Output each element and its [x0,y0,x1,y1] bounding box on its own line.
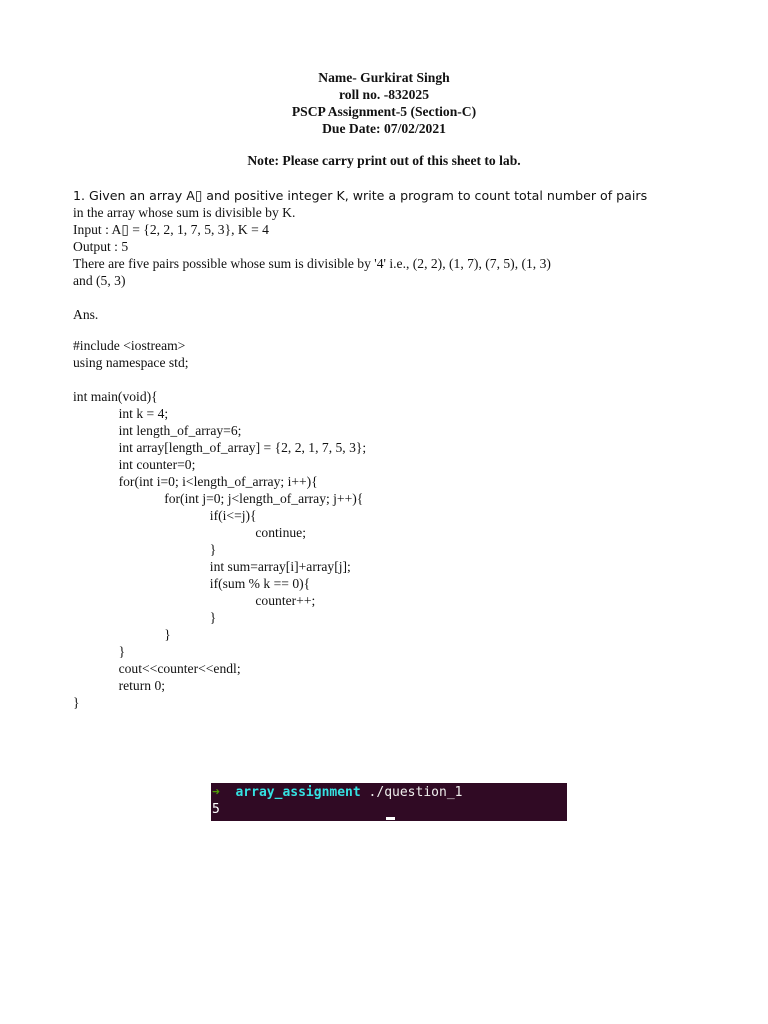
question-text-rest: and positive integer K, write a program to count total number of pairs [202,188,648,203]
code-line: if(sum % k == 0){ [209,576,311,591]
code-line: int main(void){ [73,389,158,404]
prompt-arrow-icon: ➜ [212,785,220,800]
code-line: for(int i=0; i<length_of_array; i++){ [118,474,318,489]
code-line: int length_of_array=6; [118,423,242,438]
input-label: Input : A [73,222,122,237]
code-line: } [164,627,171,642]
terminal-output: 5 [212,802,220,817]
document-header [0,69,768,137]
code-line: continue; [255,525,306,540]
code-line: for(int j=0; j<length_of_array; j++){ [164,491,364,506]
code-line: } [209,610,217,625]
question-text-line-1 [73,187,673,204]
missing-glyph-box: ▯ [121,222,129,237]
code-line: using namespace std; [73,355,189,370]
example-output: Output : 5 [73,239,129,254]
lab-note: Note: Please carry print out of this sheet to lab. [247,153,521,168]
student-name: Name- Gurkirat Singh [318,70,450,85]
code-line [73,371,366,388]
input-values: = {2, 2, 1, 7, 5, 3}, K = 4 [128,222,269,237]
terminal-screenshot [211,783,567,821]
code-line: int counter=0; [118,457,196,472]
due-date: Due Date: 07/02/2021 [322,121,446,136]
example-input [73,221,673,238]
code-line: counter++; [255,593,316,608]
missing-glyph-box: ▯ [194,188,203,203]
code-line: #include <iostream> [73,338,186,353]
code-line: } [118,644,126,659]
terminal-directory: array_assignment [235,785,361,800]
question-text-line-2: in the array whose sum is divisible by K. [73,205,296,220]
code-line: cout<<counter<<endl; [118,661,241,676]
terminal-prompt-line [212,784,567,801]
code-line: return 0; [118,678,166,693]
question-1 [73,187,673,323]
assignment-title: PSCP Assignment-5 (Section-C) [291,104,477,119]
code-line: } [209,542,217,557]
answer-label: Ans. [73,307,99,322]
explanation-line-1: There are five pairs possible whose sum is divisible by '4' i.e., (2, 2), (1, 7), (7, 5), (1, 3) [73,256,551,271]
terminal-command: ./question_1 [368,785,463,800]
code-line: int sum=array[i]+array[j]; [209,559,351,574]
question-number-text: 1. Given an array A [73,188,195,203]
code-line: } [73,695,80,710]
code-block [73,337,366,711]
code-line: int k = 4; [118,406,169,421]
code-line: if(i<=j){ [209,508,257,523]
roll-number: roll no. -832025 [339,87,429,102]
explanation-line-2: and (5, 3) [73,273,126,288]
terminal-cursor [386,817,395,820]
code-line: int array[length_of_array] = {2, 2, 1, 7, 5, 3}; [118,440,367,455]
